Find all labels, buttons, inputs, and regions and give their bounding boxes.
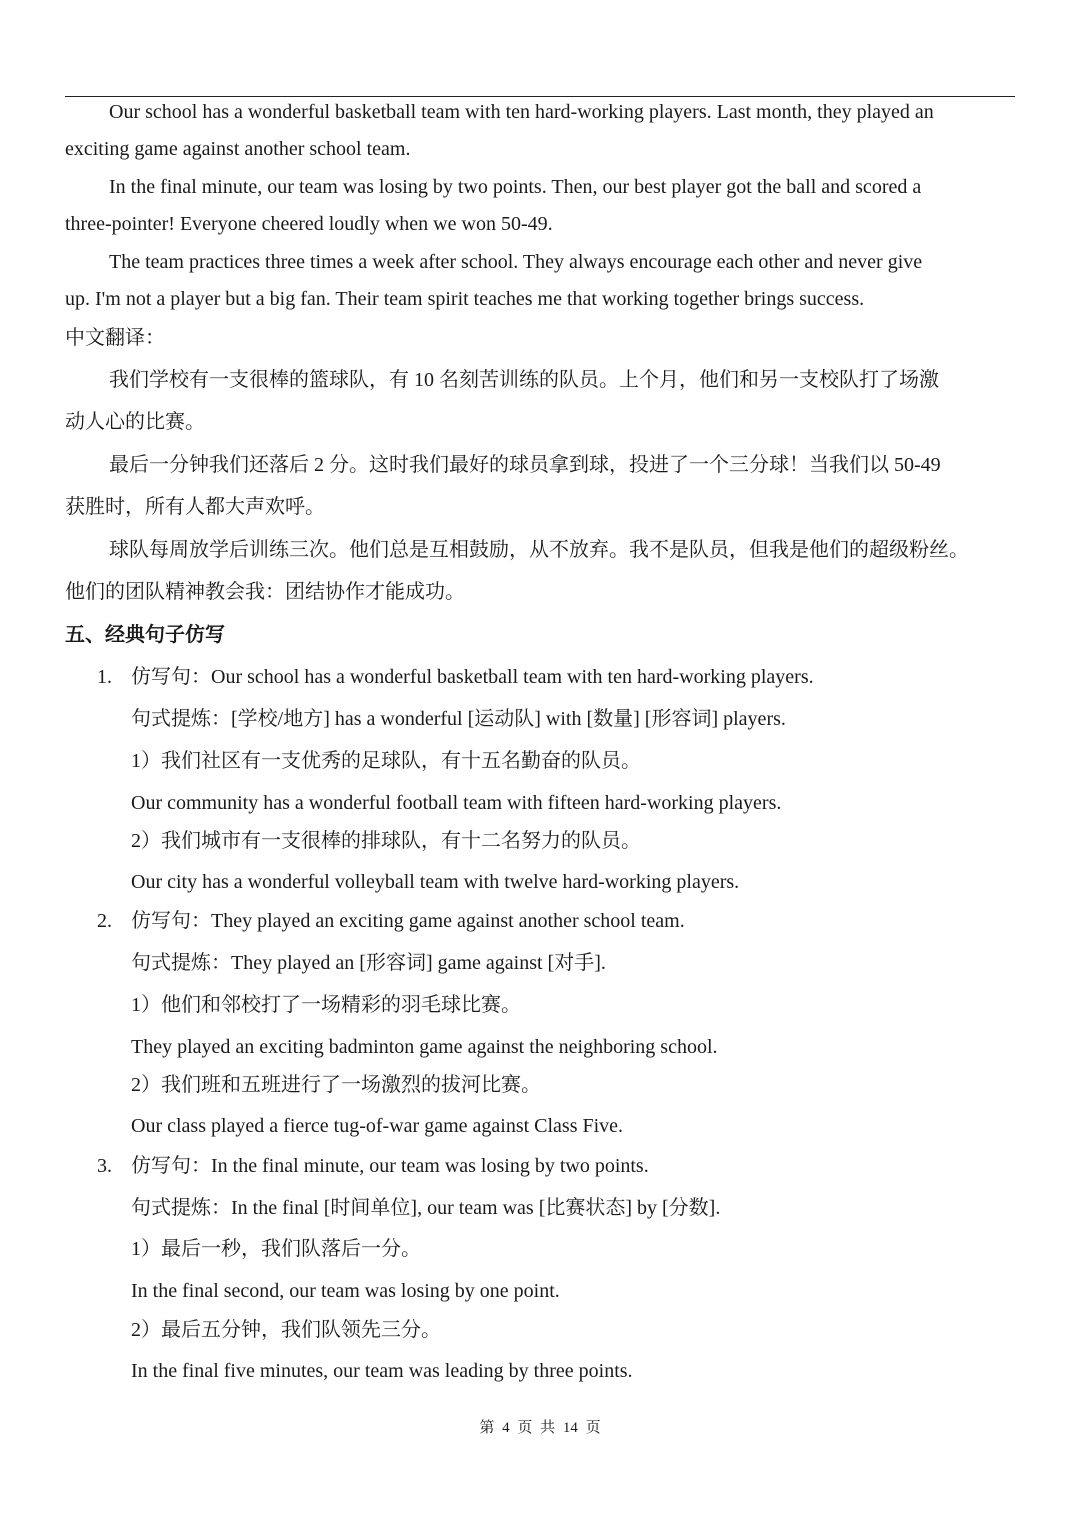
item-number: 1. bbox=[97, 666, 112, 688]
model-sentence: 仿写句：In the final minute, our team was losing by two points. bbox=[131, 1155, 649, 1177]
translation-line: 我们学校有一支很棒的篮球队，有 10 名刻苦训练的队员。上个月，他们和另一支校队打了场激 bbox=[109, 369, 939, 391]
translation-line: 最后一分钟我们还落后 2 分。这时我们最好的球员拿到球，投进了一个三分球！当我们以 50-49 bbox=[109, 454, 941, 476]
model-sentence: 仿写句：They played an exciting game against another school team. bbox=[131, 910, 685, 932]
translation-label: 中文翻译： bbox=[65, 327, 165, 349]
passage-line: up. I'm not a player but a big fan. Their team spirit teaches me that working together brings success. bbox=[65, 288, 865, 310]
passage-line: The team practices three times a week after school. They always encourage each other and never give bbox=[109, 251, 923, 273]
translation-line: 动人心的比赛。 bbox=[65, 411, 205, 433]
translation-line: 获胜时，所有人都大声欢呼。 bbox=[65, 496, 325, 518]
example-english: Our community has a wonderful football team with fifteen hard-working players. bbox=[131, 792, 782, 814]
passage-line: In the final minute, our team was losing by two points. Then, our best player got the ball and scored a bbox=[109, 176, 922, 198]
example-chinese: 1）他们和邻校打了一场精彩的羽毛球比赛。 bbox=[131, 994, 521, 1016]
sentence-pattern: 句式提炼：[学校/地方] has a wonderful [运动队] with [数量] [形容词] players. bbox=[131, 708, 786, 730]
example-english: In the final five minutes, our team was leading by three points. bbox=[131, 1360, 633, 1382]
example-chinese: 2）我们城市有一支很棒的排球队，有十二名努力的队员。 bbox=[131, 830, 641, 852]
passage-line: exciting game against another school team. bbox=[65, 138, 411, 160]
sentence-pattern: 句式提炼：In the final [时间单位], our team was [比赛状态] by [分数]. bbox=[131, 1197, 721, 1219]
page-footer: 第 4 页 共 14 页 bbox=[479, 1420, 601, 1436]
example-chinese: 2）最后五分钟，我们队领先三分。 bbox=[131, 1319, 441, 1341]
example-chinese: 1）最后一秒，我们队落后一分。 bbox=[131, 1238, 421, 1260]
item-number: 3. bbox=[97, 1155, 112, 1177]
passage-line: three-pointer! Everyone cheered loudly when we won 50-49. bbox=[65, 213, 553, 235]
passage-line: Our school has a wonderful basketball team with ten hard-working players. Last month, they played an bbox=[109, 101, 934, 123]
translation-line: 他们的团队精神教会我：团结协作才能成功。 bbox=[65, 581, 465, 603]
example-english: Our class played a fierce tug-of-war game against Class Five. bbox=[131, 1115, 624, 1137]
section-title: 五、经典句子仿写 bbox=[65, 622, 225, 646]
model-sentence: 仿写句：Our school has a wonderful basketball team with ten hard-working players. bbox=[131, 666, 814, 688]
item-number: 2. bbox=[97, 910, 112, 932]
example-chinese: 2）我们班和五班进行了一场激烈的拔河比赛。 bbox=[131, 1074, 541, 1096]
example-english: They played an exciting badminton game against the neighboring school. bbox=[131, 1036, 718, 1058]
translation-line: 球队每周放学后训练三次。他们总是互相鼓励，从不放弃。我不是队员，但我是他们的超级粉丝。 bbox=[109, 539, 969, 561]
example-chinese: 1）我们社区有一支优秀的足球队，有十五名勤奋的队员。 bbox=[131, 750, 641, 772]
sentence-pattern: 句式提炼：They played an [形容词] game against [对手]. bbox=[131, 952, 606, 974]
example-english: In the final second, our team was losing by one point. bbox=[131, 1280, 560, 1302]
example-english: Our city has a wonderful volleyball team with twelve hard-working players. bbox=[131, 871, 740, 893]
